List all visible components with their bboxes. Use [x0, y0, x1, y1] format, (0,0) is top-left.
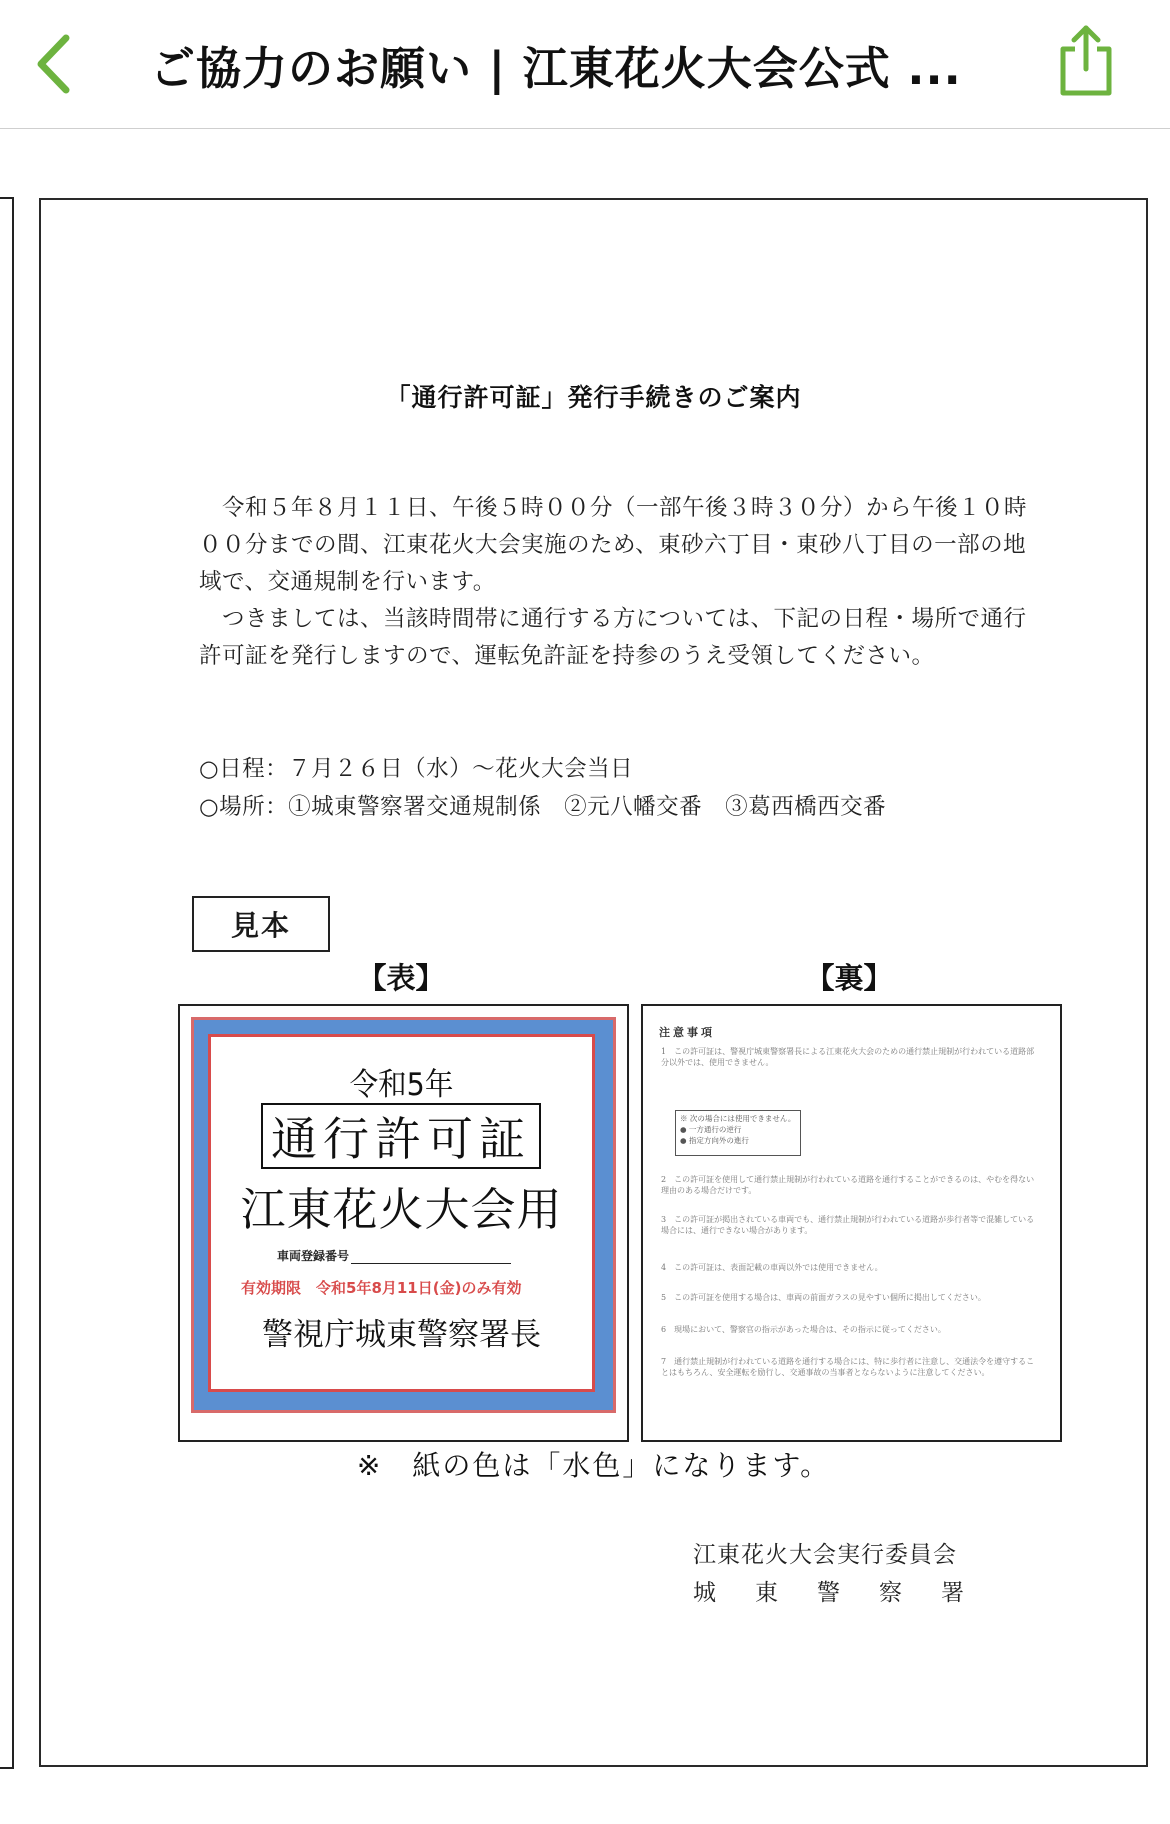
share-button[interactable] [1048, 20, 1124, 102]
back-notice-item: ● 指定方向外の進行 [680, 1136, 749, 1145]
paper-color-note: ※ 紙の色は「水色」になります。 [356, 1449, 831, 1482]
permit-front-border [194, 1020, 613, 1410]
document-page [39, 198, 1148, 1767]
back-item: 4 この許可証は、表面記載の車両以外では使用できません。 [661, 1263, 883, 1272]
back-item: 7 通行禁止規制が行われている道路を通行する場合には、特に歩行者に注意し、交通法令を遵守することはもちろん、安全運転を励行し、交通事故の当事者とならないように注意してください。 [661, 1357, 1035, 1377]
navigation-bar [0, 0, 1170, 129]
schedule-info [199, 750, 1029, 826]
back-heading: 注意事項 [659, 1026, 715, 1039]
back-item: 6 現場において、警察官の指示があった場合は、その指示に従ってください。 [661, 1325, 946, 1334]
permit-front-card [208, 1034, 595, 1392]
permit-year: 令和5年 [349, 1067, 454, 1103]
back-notice-item: ● 一方通行の逆行 [680, 1125, 742, 1134]
permit-event-name: 江東花火大会用 [240, 1183, 563, 1236]
document-body [199, 490, 1029, 675]
permit-back [641, 1004, 1062, 1442]
schedule-date: ○日程：７月２６日（水）～花火大会当日 [199, 756, 634, 782]
organizer-police: 城東警察署 [693, 1580, 1003, 1606]
vehicle-number-line [351, 1263, 511, 1264]
back-item: 1 この許可証は、警視庁城東警察署長による江東花火大会のための通行禁止規制が行われている道路部分以外では、使用できません。 [661, 1047, 1035, 1067]
permit-validity: 有効期限 令和5年8月11日(金)のみ有効 [241, 1279, 522, 1297]
back-button[interactable] [18, 26, 88, 102]
sample-label: 見本 [192, 896, 330, 952]
organizer-committee: 江東花火大会実行委員会 [693, 1542, 957, 1568]
permit-title: 通行許可証 [261, 1103, 541, 1169]
page-title: ご協力のお願い | 江東花火大会公式 ... [150, 41, 962, 95]
document-title: 「通行許可証」発行手続きのご案内 [385, 383, 802, 412]
vehicle-number-label: 車両登録番号 [277, 1249, 350, 1263]
back-side-label: 【裏】 [805, 961, 893, 995]
front-side-label: 【表】 [357, 961, 445, 995]
permit-issuer: 警視庁城東警察署長 [262, 1317, 541, 1353]
back-notice-title: ※ 次の場合には使用できません。 [680, 1114, 796, 1123]
back-item: 3 この許可証が掲出されている車両でも、通行禁止規制が行われている道路が歩行者等で混雑している場合には、通行できない場合があります。 [661, 1215, 1035, 1235]
back-item: 5 この許可証を使用する場合は、車両の前面ガラスの見やすい個所に掲出してください。 [661, 1293, 986, 1302]
previous-page-frame [0, 197, 14, 1769]
permit-front [178, 1004, 629, 1442]
schedule-location: ○場所：①城東警察署交通規制係 ②元八幡交番 ③葛西橋西交番 [199, 794, 887, 820]
body-paragraph: 令和５年８月１１日、午後５時００分（一部午後３時３０分）から午後１０時００分までの間、江東花火大会実施のため、東砂六丁目・東砂八丁目の一部の地域で、交通規制を行います。 [199, 495, 1028, 595]
back-item: 2 この許可証を使用して通行禁止規制が行われている道路を通行することができるのは、やむを得ない理由のある場合だけです。 [661, 1175, 1035, 1195]
chevron-left-icon [33, 33, 73, 95]
share-icon [1055, 23, 1117, 99]
back-notice-box [675, 1110, 801, 1156]
body-paragraph: つきましては、当該時間帯に通行する方については、下記の日程・場所で通行許可証を発行しますので、運転免許証を持参のうえ受領してください。 [199, 606, 1027, 669]
